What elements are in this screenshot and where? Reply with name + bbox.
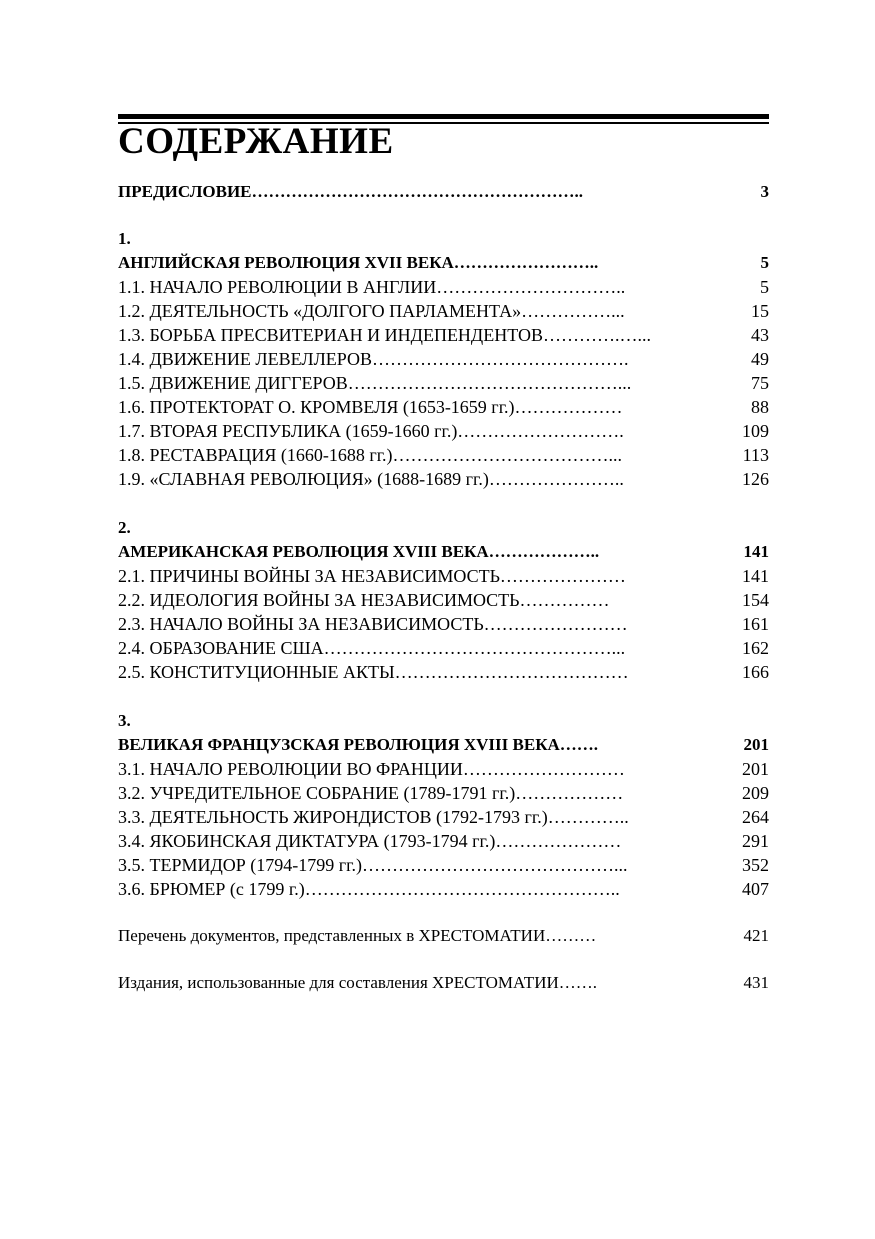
toc-entry-text: 3.2. УЧРЕДИТЕЛЬНОЕ СОБРАНИЕ (1789-1791 гг.)……………… [118, 783, 624, 803]
toc-entry[interactable] [118, 829, 769, 853]
toc-entry-text: 1.1. НАЧАЛО РЕВОЛЮЦИИ В АНГЛИИ………………………….. [118, 277, 626, 297]
toc-entry-page: 141 [743, 542, 769, 561]
toc-entry-page: 162 [742, 638, 769, 658]
toc-entry-page: 113 [742, 445, 769, 465]
toc-entry-text: ВЕЛИКАЯ ФРАНЦУЗСКАЯ РЕВОЛЮЦИЯ XVIII ВЕКА……. [118, 735, 599, 754]
toc-entry[interactable] [118, 347, 769, 371]
toc-entry[interactable] [118, 877, 769, 901]
toc-section-title[interactable] [118, 733, 769, 757]
toc-entry[interactable] [118, 443, 769, 467]
toc-entry-page: 109 [742, 421, 769, 441]
toc-section-title[interactable] [118, 251, 769, 275]
toc-entry[interactable] [118, 419, 769, 443]
toc-entry-text: 1.7. ВТОРАЯ РЕСПУБЛИКА (1659-1660 гг.)………………………. [118, 421, 624, 441]
toc-entry[interactable] [118, 467, 769, 491]
toc-entry-text: 3.1. НАЧАЛО РЕВОЛЮЦИИ ВО ФРАНЦИИ……………………… [118, 759, 625, 779]
toc-entry-text: 1.5. ДВИЖЕНИЕ ДИГГЕРОВ………………………………………... [118, 373, 632, 393]
heading-rule-thick [118, 114, 769, 119]
toc-entry-page: 264 [742, 807, 769, 827]
toc-entry[interactable] [118, 853, 769, 877]
toc-entry-page: 407 [742, 879, 769, 899]
toc-entry-page: 421 [743, 926, 769, 945]
toc-entry-page: 49 [751, 349, 769, 369]
toc-entry-text: 3.3. ДЕЯТЕЛЬНОСТЬ ЖИРОНДИСТОВ (1792-1793 гг.)………….. [118, 807, 629, 827]
toc-entry-text: Издания, использованные для составления ХРЕСТОМАТИИ……. [118, 973, 597, 992]
toc-entry[interactable] [118, 275, 769, 299]
toc-entry-documents-list[interactable] [118, 924, 769, 948]
toc-entry-text: 1.2. ДЕЯТЕЛЬНОСТЬ «ДОЛГОГО ПАРЛАМЕНТА»……………... [118, 301, 625, 321]
toc-entry[interactable] [118, 636, 769, 660]
toc-entry-text: 1.4. ДВИЖЕНИЕ ЛЕВЕЛЛЕРОВ……………………………………. [118, 349, 629, 369]
toc-entry-page: 291 [742, 831, 769, 851]
toc-entry-page: 126 [742, 469, 769, 489]
toc-entry-page: 5 [760, 277, 769, 297]
toc-entry-text: АМЕРИКАНСКАЯ РЕВОЛЮЦИЯ XVIII ВЕКА……………….. [118, 542, 600, 561]
toc-entry[interactable] [118, 323, 769, 347]
toc-entry-page: 3 [760, 182, 769, 201]
toc-entry[interactable] [118, 371, 769, 395]
toc-entry-page: 201 [742, 759, 769, 779]
toc-entry-page: 201 [743, 735, 769, 754]
toc-entry-page: 161 [742, 614, 769, 634]
toc-entry-text: 3.4. ЯКОБИНСКАЯ ДИКТАТУРА (1793-1794 гг.)………………… [118, 831, 622, 851]
toc-entry-page: 209 [742, 783, 769, 803]
toc-entry[interactable] [118, 588, 769, 612]
toc-entry[interactable] [118, 612, 769, 636]
toc-entry-page: 43 [751, 325, 769, 345]
toc-entry-page: 166 [742, 662, 769, 682]
toc-entry-page: 141 [742, 566, 769, 586]
toc-entry[interactable] [118, 299, 769, 323]
toc-entry-text: 1.9. «СЛАВНАЯ РЕВОЛЮЦИЯ» (1688-1689 гг.)………………….. [118, 469, 624, 489]
toc-section-title[interactable] [118, 540, 769, 564]
toc-entry-preface[interactable] [118, 180, 769, 204]
toc-entry-page: 154 [742, 590, 769, 610]
table-of-contents [118, 180, 769, 995]
toc-entry-page: 431 [743, 973, 769, 992]
toc-entry[interactable] [118, 564, 769, 588]
toc-entry-text: 2.5. КОНСТИТУЦИОННЫЕ АКТЫ………………………………… [118, 662, 629, 682]
toc-entry[interactable] [118, 660, 769, 684]
toc-entry-text: Перечень документов, представленных в ХРЕСТОМАТИИ……… [118, 926, 597, 945]
toc-entry[interactable] [118, 805, 769, 829]
toc-entry-page: 5 [760, 253, 769, 272]
section-number: 2. [118, 518, 131, 537]
toc-entry-text: 3.5. ТЕРМИДОР (1794-1799 гг.)……………………………………... [118, 855, 628, 875]
toc-entry-text: 2.2. ИДЕОЛОГИЯ ВОЙНЫ ЗА НЕЗАВИСИМОСТЬ…………… [118, 590, 610, 610]
toc-entry-text: 3.6. БРЮМЕР (с 1799 г.)…………………………………………….. [118, 879, 620, 899]
toc-entry-text: 2.4. ОБРАЗОВАНИЕ США…………………………………………... [118, 638, 626, 658]
toc-entry-text: 2.3. НАЧАЛО ВОЙНЫ ЗА НЕЗАВИСИМОСТЬ…………………… [118, 614, 628, 634]
toc-entry-text: 1.6. ПРОТЕКТОРАТ О. КРОМВЕЛЯ (1653-1659 гг.)……………… [118, 397, 623, 417]
toc-entry[interactable] [118, 395, 769, 419]
section-number: 3. [118, 711, 131, 730]
toc-entry-page: 75 [751, 373, 769, 393]
toc-entry-text: ПРЕДИСЛОВИЕ………………………………………………….. [118, 182, 584, 201]
toc-entry-page: 15 [751, 301, 769, 321]
section-number: 1. [118, 229, 131, 248]
toc-entry-page: 88 [751, 397, 769, 417]
toc-entry[interactable] [118, 757, 769, 781]
page-title: СОДЕРЖАНИЕ [118, 121, 394, 162]
toc-entry-text: 1.8. РЕСТАВРАЦИЯ (1660-1688 гг.)………………………………... [118, 445, 623, 465]
toc-entry-text: 1.3. БОРЬБА ПРЕСВИТЕРИАН И ИНДЕПЕНДЕНТОВ………….…... [118, 325, 651, 345]
toc-entry-page: 352 [742, 855, 769, 875]
toc-entry-editions-used[interactable] [118, 971, 769, 995]
toc-entry-text: 2.1. ПРИЧИНЫ ВОЙНЫ ЗА НЕЗАВИСИМОСТЬ………………… [118, 566, 626, 586]
toc-entry[interactable] [118, 781, 769, 805]
toc-entry-text: АНГЛИЙСКАЯ РЕВОЛЮЦИЯ XVII ВЕКА…………………….. [118, 253, 599, 272]
